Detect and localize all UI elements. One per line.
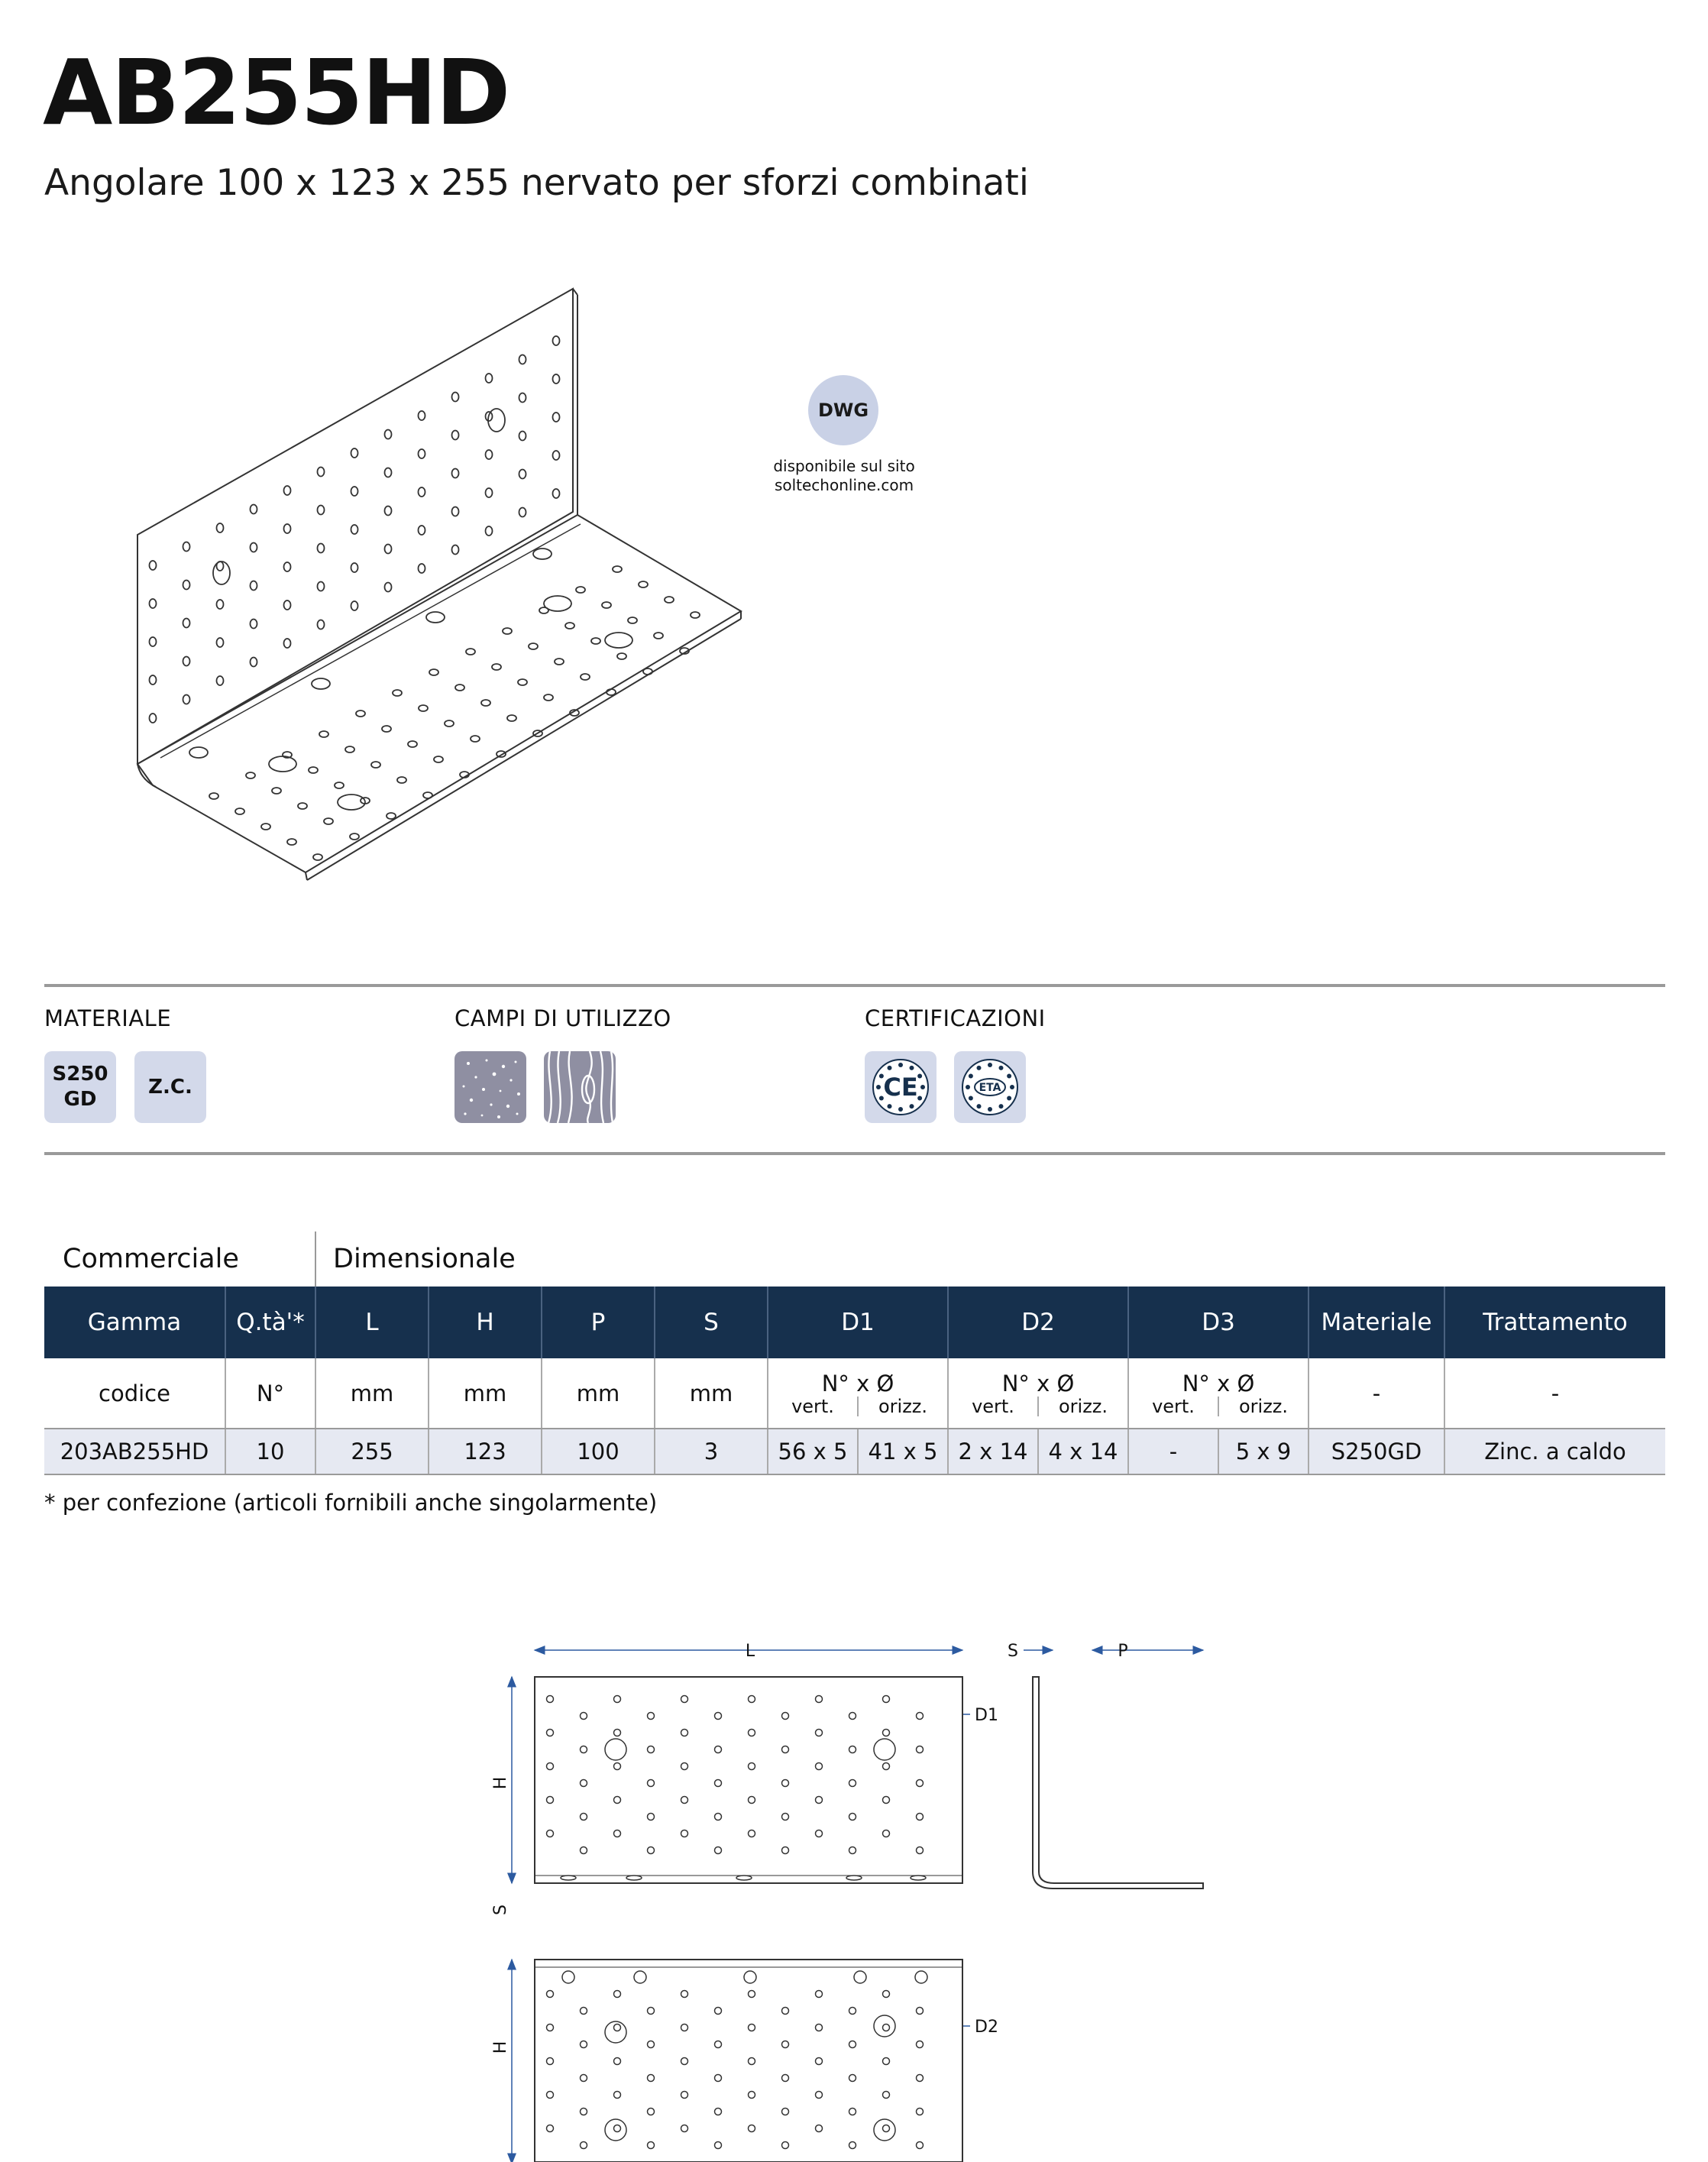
cell-s: 3 (655, 1429, 768, 1474)
col-p: P (542, 1287, 655, 1358)
d2-formula: N° x Ø (1001, 1370, 1075, 1397)
table-header-row (44, 1287, 1665, 1358)
unit-h: mm (429, 1358, 542, 1429)
concrete-icon (454, 1051, 526, 1123)
cell-l: 255 (315, 1429, 429, 1474)
cell-h: 123 (429, 1429, 542, 1474)
cell-d2 (948, 1429, 1128, 1474)
unit-materiale: - (1308, 1358, 1444, 1429)
cell-d2-orizz: 4 x 14 (1037, 1429, 1127, 1474)
dim-P: P (1118, 1642, 1128, 1661)
ce-text: CE (883, 1073, 918, 1102)
dwg-availability-text (733, 457, 955, 495)
cell-materiale: S250GD (1308, 1429, 1444, 1474)
cell-d3-vert: - (1169, 1439, 1178, 1465)
material-tag-line1: S250 (52, 1063, 108, 1086)
d3-orizz-label: orizz. (1218, 1397, 1308, 1416)
section-divider-top (44, 984, 1665, 987)
product-title: AB255HD (43, 40, 509, 145)
unit-gamma: codice (44, 1358, 225, 1429)
table-row (44, 1429, 1665, 1474)
technical-drawing (489, 1620, 1222, 2162)
d1-orizz-label: orizz. (857, 1397, 947, 1416)
label-D1: D1 (975, 1706, 998, 1725)
col-gamma: Gamma (44, 1287, 225, 1358)
unit-d2 (948, 1358, 1128, 1429)
dim-S-side: S (491, 1905, 510, 1915)
materiale-label: MATERIALE (44, 1005, 172, 1031)
material-tag-zc (134, 1051, 206, 1123)
d1-vert-label: vert. (791, 1395, 834, 1417)
unit-qta: N° (225, 1358, 315, 1429)
d3-vert-label: vert. (1152, 1395, 1195, 1417)
col-l: L (315, 1287, 429, 1358)
product-illustration (130, 275, 756, 886)
d2-vert-label: vert. (972, 1395, 1014, 1417)
group-commerciale: Commerciale (63, 1244, 239, 1274)
dim-H-front: H (491, 1776, 510, 1790)
material-tag-s250gd (44, 1051, 116, 1123)
cell-trattamento: Zinc. a caldo (1444, 1429, 1665, 1474)
unit-d1 (768, 1358, 948, 1429)
d1-formula: N° x Ø (821, 1370, 894, 1397)
material-tag-line1: Z.C. (148, 1075, 192, 1099)
footnote: * per confezione (articoli fornibili anche singolarmente) (44, 1490, 658, 1516)
certificazioni-label: CERTIFICAZIONI (865, 1005, 1046, 1031)
dim-S-top: S (1008, 1642, 1018, 1661)
d3-formula: N° x Ø (1182, 1370, 1255, 1397)
dwg-line-1: disponibile sul sito (773, 457, 915, 475)
unit-trattamento: - (1444, 1358, 1665, 1429)
wood-grain-icon (544, 1051, 616, 1123)
col-s: S (655, 1287, 768, 1358)
dim-L: L (745, 1642, 755, 1661)
unit-s: mm (655, 1358, 768, 1429)
cell-d3 (1128, 1429, 1308, 1474)
material-tag-line2: GD (63, 1088, 97, 1111)
cell-d3-orizz: 5 x 9 (1218, 1429, 1308, 1474)
cell-p: 100 (542, 1429, 655, 1474)
dwg-download-badge[interactable]: DWG (808, 375, 878, 445)
d2-orizz-label: orizz. (1037, 1397, 1127, 1416)
table-units-row (44, 1358, 1665, 1429)
cell-qta: 10 (225, 1429, 315, 1474)
label-D2: D2 (975, 2018, 998, 2037)
product-subtitle: Angolare 100 x 123 x 255 nervato per sforzi combinati (44, 162, 1029, 204)
cell-codice: 203AB255HD (44, 1429, 225, 1474)
eta-mark-icon (954, 1051, 1026, 1123)
unit-l: mm (315, 1358, 429, 1429)
eta-text: ETA (979, 1082, 1001, 1094)
dwg-line-2[interactable]: soltechonline.com (774, 476, 914, 494)
spec-table (44, 1287, 1665, 1475)
ce-mark-icon (865, 1051, 936, 1123)
cell-d1-orizz: 41 x 5 (857, 1429, 947, 1474)
unit-d3 (1128, 1358, 1308, 1429)
cell-d1-vert: 56 x 5 (778, 1439, 848, 1465)
section-divider-bottom (44, 1152, 1665, 1155)
group-dimensionale: Dimensionale (333, 1244, 516, 1274)
cell-d1 (768, 1429, 948, 1474)
cell-d2-vert: 2 x 14 (958, 1439, 1028, 1465)
col-d1: D1 (768, 1287, 948, 1358)
col-h: H (429, 1287, 542, 1358)
col-d3: D3 (1128, 1287, 1308, 1358)
col-materiale: Materiale (1308, 1287, 1444, 1358)
col-d2: D2 (948, 1287, 1128, 1358)
col-trattamento: Trattamento (1444, 1287, 1665, 1358)
group-divider (315, 1231, 316, 1287)
unit-p: mm (542, 1358, 655, 1429)
campi-label: CAMPI DI UTILIZZO (454, 1005, 671, 1031)
dim-H-bottom: H (491, 2041, 510, 2054)
col-qta: Q.tà'* (225, 1287, 315, 1358)
